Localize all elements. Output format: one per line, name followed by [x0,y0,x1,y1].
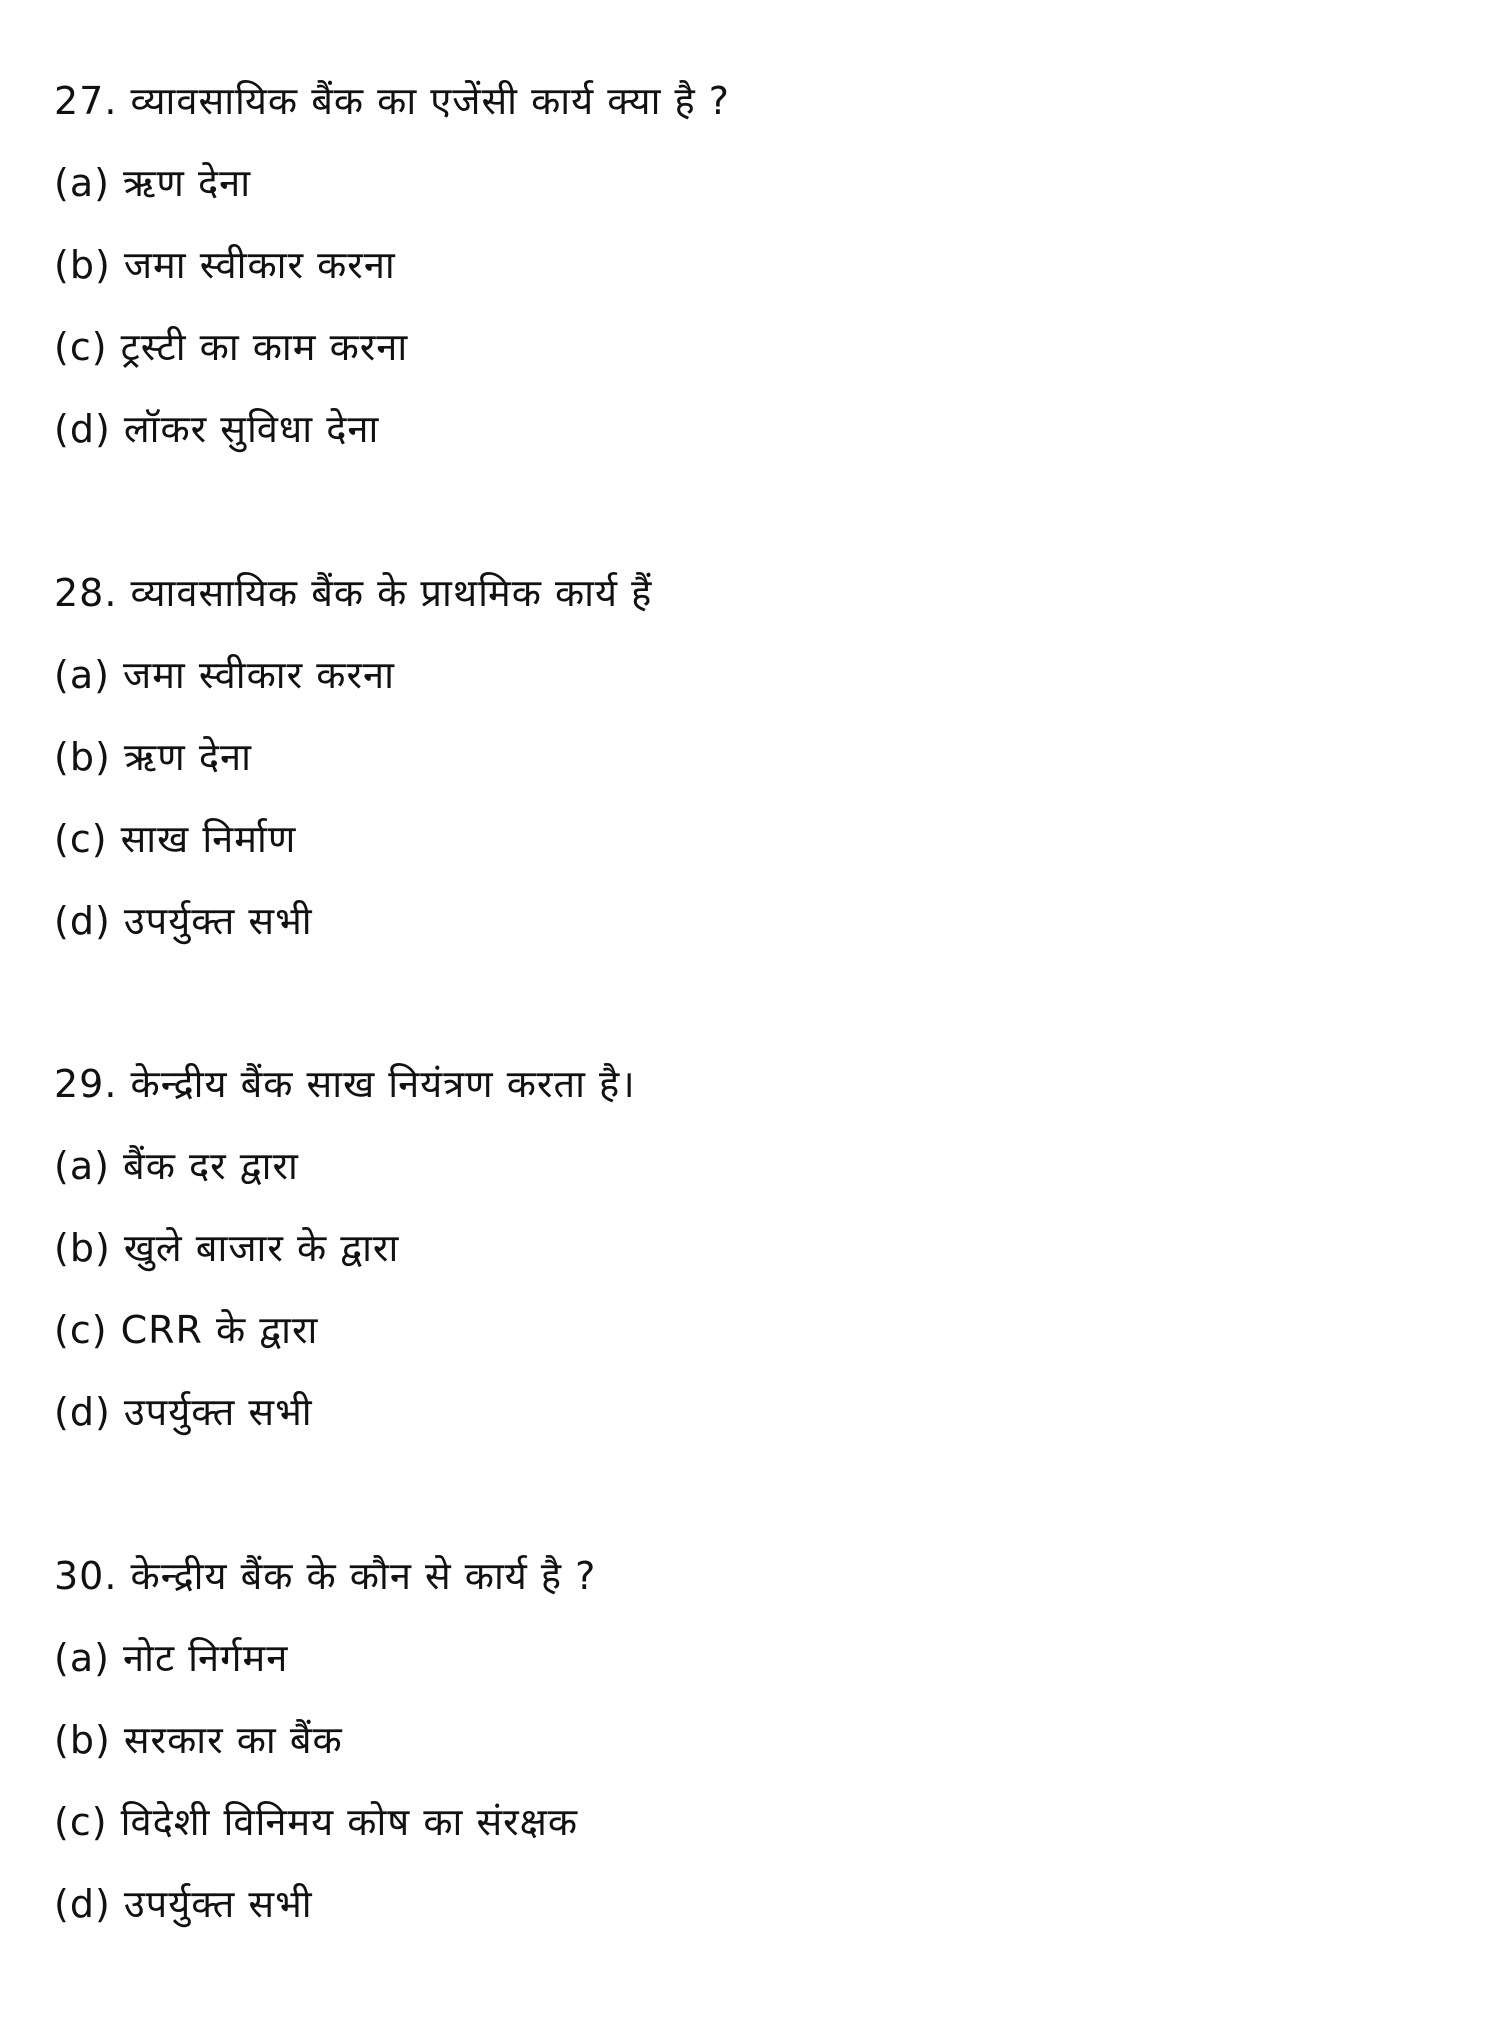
question-text: 30. केन्द्रीय बैंक के कौन से कार्य है ? [54,1554,597,1598]
question-29 [54,1043,1454,1453]
option-b: (b) जमा स्वीकार करना [54,243,396,287]
question-text: 29. केन्द्रीय बैंक साख नियंत्रण करता है। [54,1062,636,1106]
option-c: (c) CRR के द्वारा [54,1308,319,1352]
option-a: (a) जमा स्वीकार करना [54,653,395,697]
option-d: (d) उपर्युक्त सभी [54,1882,313,1926]
option-c: (c) ट्रस्टी का काम करना [54,325,409,369]
question-28 [54,552,1454,962]
option-b: (b) ऋण देना [54,735,252,779]
question-text: 28. व्यावसायिक बैंक के प्राथमिक कार्य हैं [54,571,653,615]
option-d: (d) उपर्युक्त सभी [54,1390,313,1434]
option-a: (a) बैंक दर द्वारा [54,1144,299,1188]
option-a: (a) ऋण देना [54,161,252,205]
option-c: (c) साख निर्माण [54,817,297,861]
option-d: (d) लॉकर सुविधा देना [54,407,380,451]
option-b: (b) सरकार का बैंक [54,1718,343,1762]
question-30 [54,1535,1454,1945]
option-d: (d) उपर्युक्त सभी [54,899,313,943]
option-c: (c) विदेशी विनिमय कोष का संरक्षक [54,1800,579,1844]
question-27 [54,60,1454,470]
option-a: (a) नोट निर्गमन [54,1636,289,1680]
option-b: (b) खुले बाजार के द्वारा [54,1226,400,1270]
question-text: 27. व्यावसायिक बैंक का एजेंसी कार्य क्या है ? [54,79,730,123]
